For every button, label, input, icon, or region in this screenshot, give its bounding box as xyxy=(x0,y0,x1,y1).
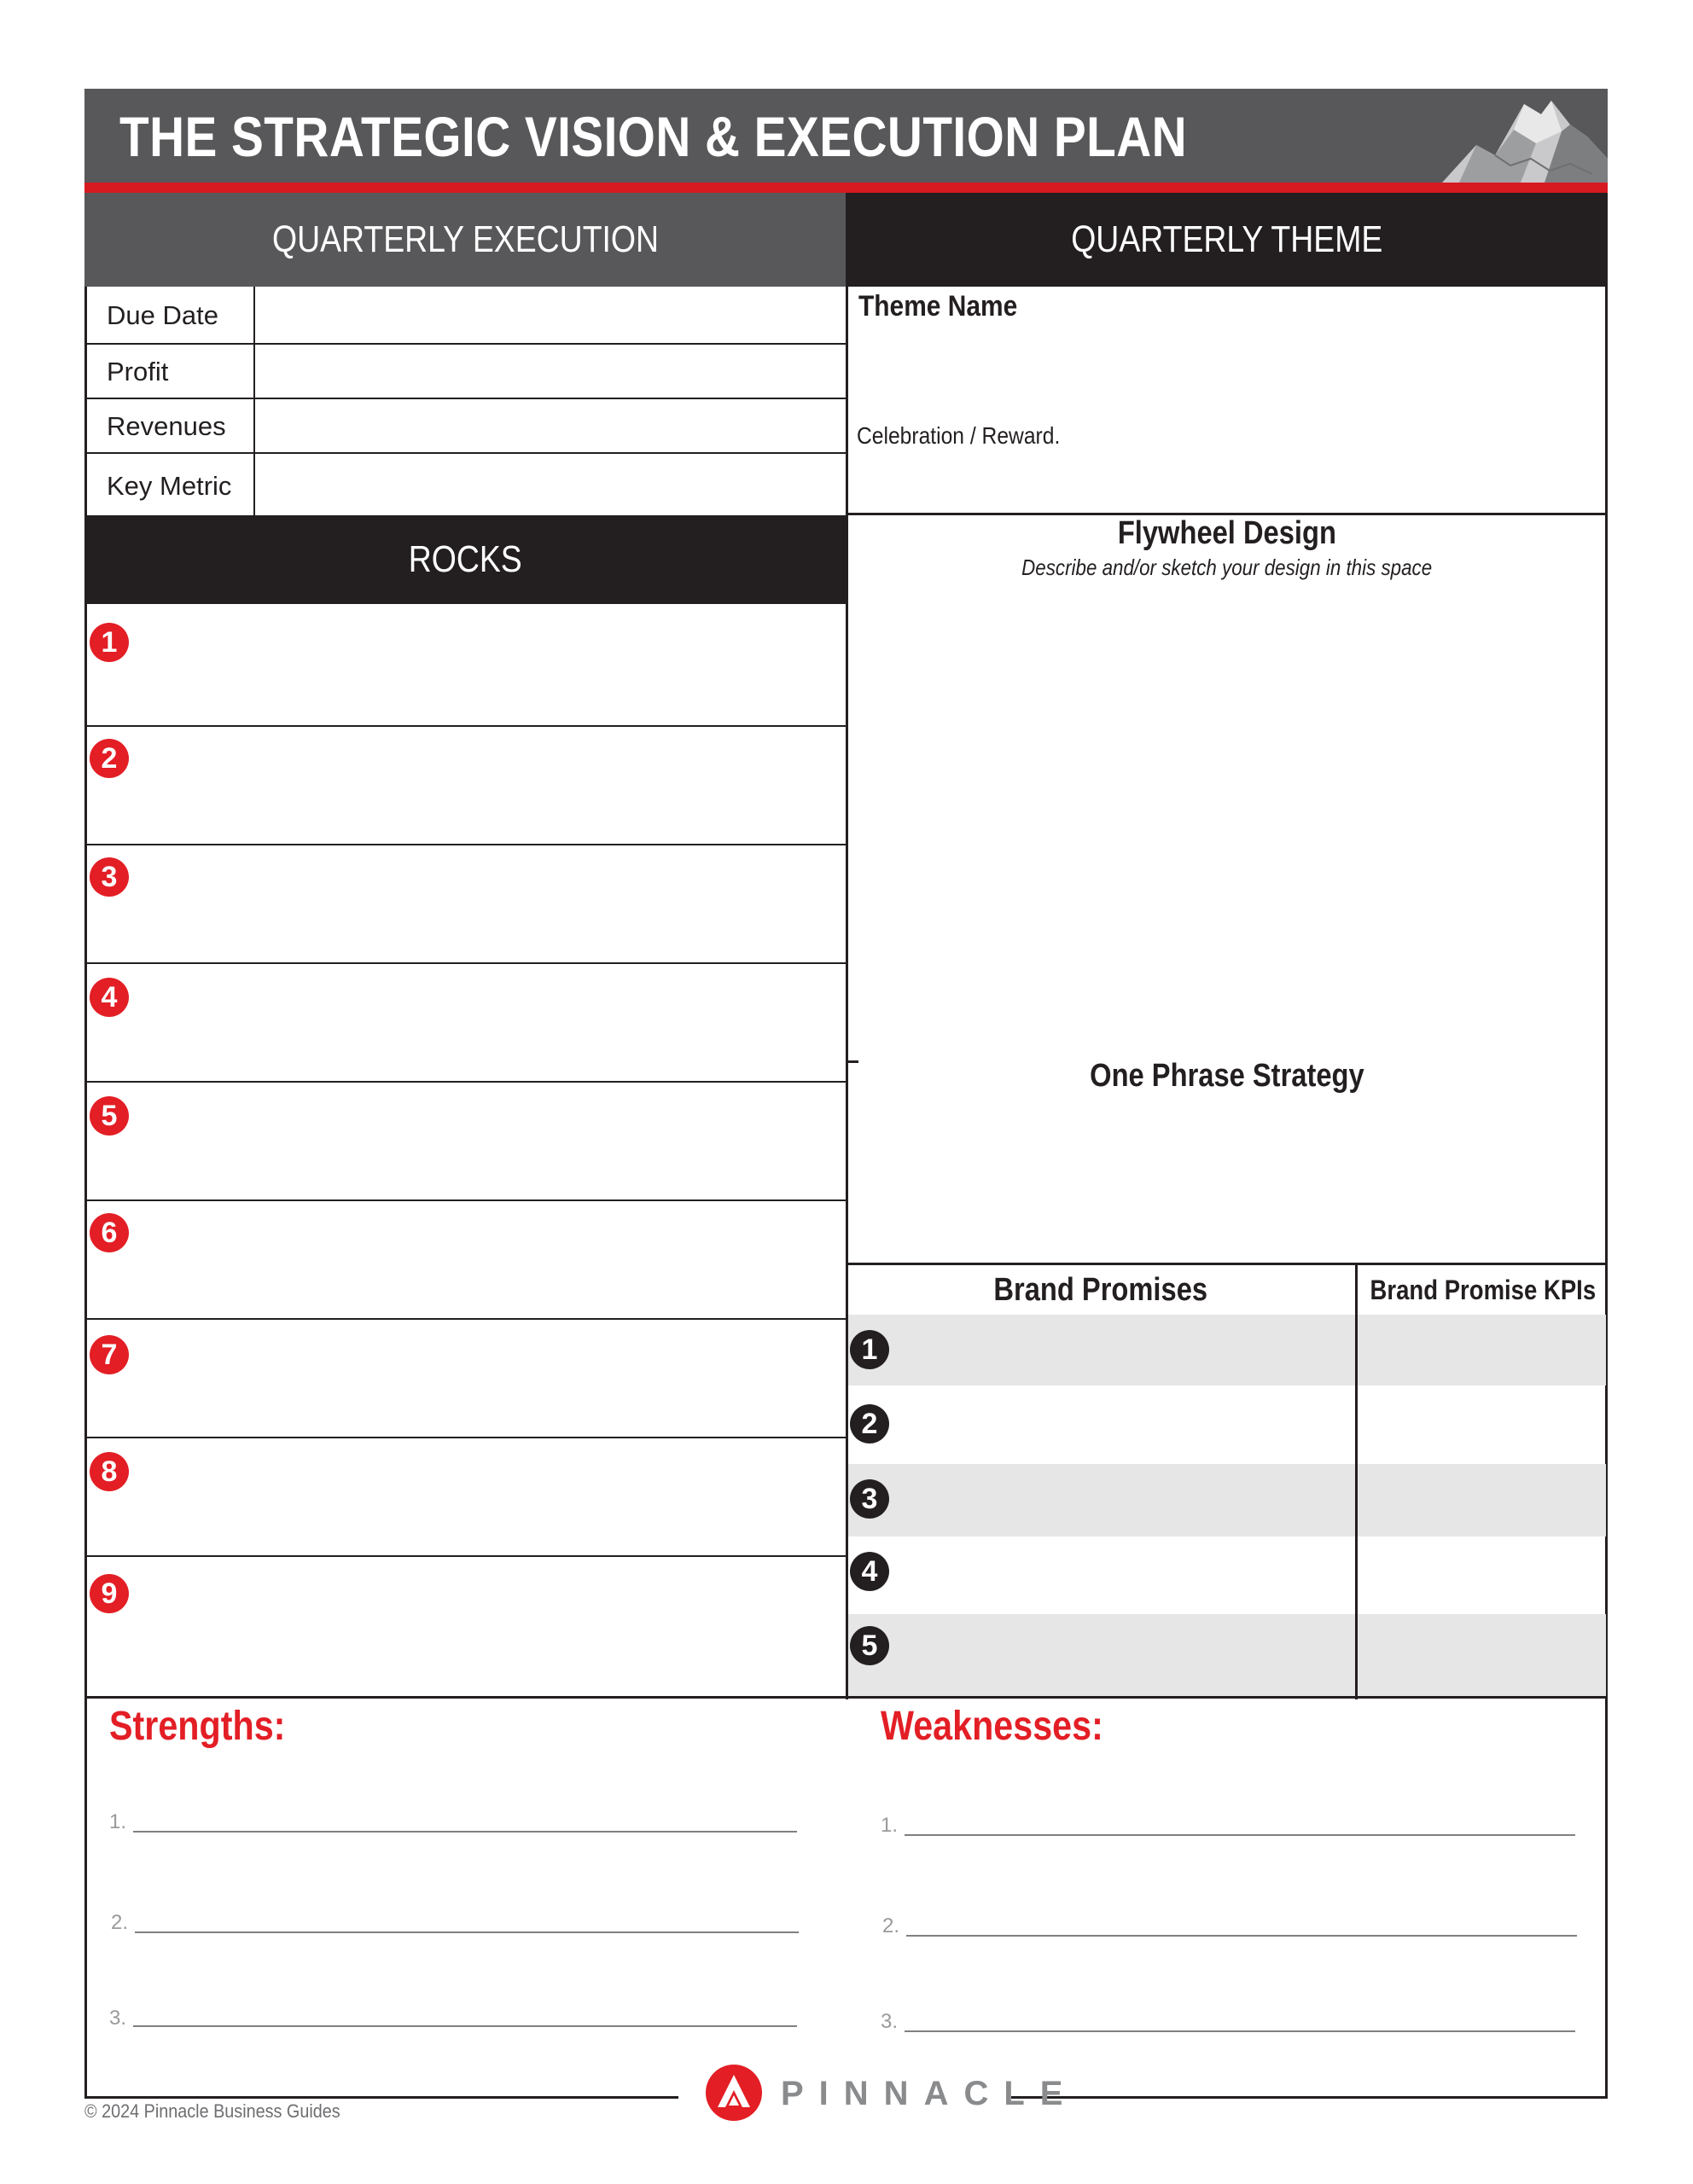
strength-line-3[interactable] xyxy=(133,2025,797,2027)
page-title: THE STRATEGIC VISION & EXECUTION PLAN xyxy=(119,105,1188,168)
revenues-field[interactable] xyxy=(256,399,845,452)
brand-promise-number-badge: 4 xyxy=(850,1552,889,1591)
copyright-text: © 2024 Pinnacle Business Guides xyxy=(84,2100,340,2122)
rock-row-5[interactable] xyxy=(84,1083,846,1201)
brand-promises-kpi-divider xyxy=(1355,1263,1358,1699)
flywheel-design-subtitle: Describe and/or sketch your design in this space xyxy=(1021,555,1433,580)
rock-number-badge: 3 xyxy=(90,857,129,897)
strength-line-1[interactable] xyxy=(133,1831,797,1833)
profit-field[interactable] xyxy=(256,345,845,398)
due-date-label: Due Date xyxy=(107,300,218,330)
theme-name-label: Theme Name xyxy=(858,290,1018,322)
brand-promise-number-badge: 5 xyxy=(850,1626,889,1665)
brand-promise-number-badge: 2 xyxy=(850,1404,889,1443)
key-metric-field[interactable] xyxy=(256,456,845,514)
weakness-line-number: 1. xyxy=(881,1814,899,1837)
brand-promise-number-badge: 3 xyxy=(850,1479,889,1519)
rock-number-badge: 4 xyxy=(90,978,129,1017)
brand-promise-row-4[interactable] xyxy=(848,1536,1606,1614)
quarterly-execution-column-divider xyxy=(253,287,255,515)
strengths-title: Strengths: xyxy=(109,1704,286,1749)
brand-promise-kpis-header: Brand Promise KPIs xyxy=(1370,1274,1596,1305)
weakness-line-2[interactable] xyxy=(906,1935,1577,1937)
weakness-line-number: 3. xyxy=(881,2010,899,2033)
key-metric-label: Key Metric xyxy=(107,471,232,501)
flywheel-right-border xyxy=(1605,515,1608,587)
strengths-weaknesses-top-border xyxy=(84,1696,1608,1699)
one-phrase-strategy-title: One Phrase Strategy xyxy=(1090,1058,1364,1094)
rock-number-badge: 2 xyxy=(90,739,129,778)
one-phrase-strategy-right-border xyxy=(1605,1071,1608,1265)
rock-row-9[interactable] xyxy=(84,1557,846,1696)
pinnacle-logo-icon xyxy=(706,2065,762,2121)
rock-number-badge: 9 xyxy=(90,1574,129,1613)
brand-promise-number-badge: 1 xyxy=(850,1330,889,1369)
brand-promises-header: Brand Promises xyxy=(993,1271,1208,1308)
rock-row-1[interactable] xyxy=(84,604,846,727)
flywheel-design-title: Flywheel Design xyxy=(1117,515,1337,551)
revenues-label: Revenues xyxy=(107,411,226,441)
rocks-header: ROCKS xyxy=(84,515,846,604)
one-phrase-strategy-area[interactable] xyxy=(848,1109,1605,1261)
rock-row-8[interactable] xyxy=(84,1438,846,1557)
brand-promise-row-3[interactable] xyxy=(848,1464,1606,1536)
profit-label: Profit xyxy=(107,357,169,386)
rock-row-3[interactable] xyxy=(84,845,846,964)
quarterly-execution-header: QUARTERLY EXECUTION xyxy=(84,193,846,287)
rock-number-badge: 8 xyxy=(90,1452,129,1491)
flywheel-sketch-area[interactable] xyxy=(848,597,1605,1058)
rock-number-badge: 5 xyxy=(90,1096,129,1136)
rock-number-badge: 6 xyxy=(90,1213,129,1252)
strength-line-2[interactable] xyxy=(135,1931,799,1933)
brand-promise-row-2[interactable] xyxy=(848,1385,1606,1464)
weakness-line-3[interactable] xyxy=(905,2030,1575,2032)
rock-row-7[interactable] xyxy=(84,1320,846,1438)
weakness-line-1[interactable] xyxy=(905,1834,1575,1836)
celebration-reward-label: Celebration / Reward. xyxy=(857,422,1061,449)
brand-promise-row-1[interactable] xyxy=(848,1315,1606,1385)
pinnacle-wordmark: PINNACLE xyxy=(781,2075,1079,2112)
pinnacle-peak-icon xyxy=(706,2065,762,2121)
rock-number-badge: 1 xyxy=(90,623,129,662)
mountain-icon xyxy=(1442,92,1608,183)
rock-number-badge: 7 xyxy=(90,1335,129,1374)
title-accent-line xyxy=(84,183,1608,193)
strength-line-number: 1. xyxy=(109,1810,127,1833)
rock-row-6[interactable] xyxy=(84,1201,846,1320)
weakness-line-number: 2. xyxy=(882,1914,900,1937)
quarterly-theme-header: QUARTERLY THEME xyxy=(846,193,1608,287)
weaknesses-title: Weaknesses: xyxy=(881,1704,1103,1749)
brand-promise-row-5[interactable] xyxy=(848,1614,1606,1696)
due-date-field[interactable] xyxy=(256,287,845,343)
rock-row-4[interactable] xyxy=(84,964,846,1083)
strength-line-number: 2. xyxy=(111,1911,129,1934)
strength-line-number: 3. xyxy=(109,2007,127,2030)
rock-row-2[interactable] xyxy=(84,727,846,845)
